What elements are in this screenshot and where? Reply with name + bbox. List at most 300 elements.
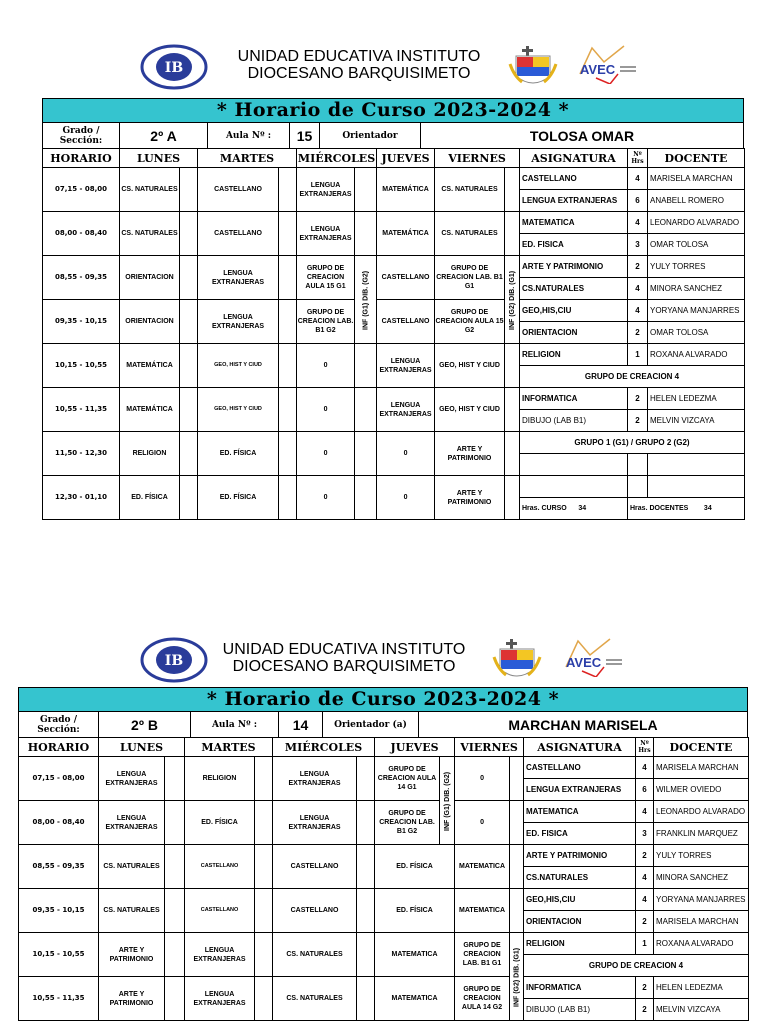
timetable (42, 148, 520, 520)
subject-name: ED. FISICA (524, 823, 636, 845)
grupo-hrs: 2 (636, 977, 654, 999)
jueves-cell: MATEMÁTICA (377, 212, 435, 256)
svg-text:AVEC: AVEC (566, 655, 602, 670)
period-row (43, 300, 520, 344)
subject-row (520, 256, 745, 278)
viernes-cell: ARTE Y PATRIMONIO (435, 476, 505, 520)
header-hrs: Nº Hrs (628, 149, 648, 168)
subject-row (524, 911, 749, 933)
hour-cell: 12,30 - 01,10 (43, 476, 120, 520)
svg-text:AVEC: AVEC (580, 62, 616, 77)
jueves-cell: MATEMATICA (375, 977, 455, 1021)
group-split-label: INF (G2) DIB. (G1) (505, 256, 520, 344)
grupo-note: GRUPO 1 (G1) / GRUPO 2 (G2) (520, 432, 745, 454)
subject-teacher: YORYANA MANJARRES (648, 300, 745, 322)
grado-label: Grado / Sección: (43, 123, 120, 148)
period-row (43, 476, 520, 520)
subject-name: CS.NATURALES (524, 867, 636, 889)
hrs-curso (520, 498, 628, 520)
header-asignatura: ASIGNATURA (520, 149, 628, 168)
group-split-label: INF (G1) DIB. (G2) (355, 256, 377, 344)
viernes-cell: GEO, HIST Y CIUD (435, 388, 505, 432)
subject-teacher: ANABELL ROMERO (648, 190, 745, 212)
header-miercoles: MIÉRCOLES (273, 738, 375, 757)
group-split-label: INF (G2) DIB. (G1) (510, 933, 524, 1021)
subject-name: RELIGION (524, 933, 636, 955)
subject-hrs: 4 (628, 300, 648, 322)
subject-row (520, 234, 745, 256)
martes-cell: CASTELLANO (198, 168, 279, 212)
martes-cell: ED. FÍSICA (198, 432, 279, 476)
schedule-frame (18, 687, 748, 1027)
subject-name: CS.NATURALES (520, 278, 628, 300)
grupo-teacher: HELEN LEDEZMA (654, 977, 749, 999)
subject-hrs: 3 (636, 823, 654, 845)
spacer-cell (357, 889, 375, 933)
subject-hrs: 4 (628, 212, 648, 234)
martes-cell: GEO, HIST Y CIUD (198, 388, 279, 432)
jueves-cell: MATEMÁTICA (377, 168, 435, 212)
subject-row (520, 344, 745, 366)
spacer-cell (165, 933, 185, 977)
viernes-cell: MATEMATICA (455, 845, 510, 889)
spacer-cell (279, 212, 297, 256)
period-row (19, 757, 524, 801)
miercoles-cell: 0 (297, 476, 355, 520)
miercoles-cell: 0 (297, 432, 355, 476)
subject-row (520, 278, 745, 300)
spacer-cell (505, 344, 520, 388)
header-lunes: LUNES (120, 149, 198, 168)
martes-cell: LENGUA EXTRANJERAS (185, 977, 255, 1021)
lunes-cell: MATEMÁTICA (120, 388, 180, 432)
subject-hrs: 4 (636, 867, 654, 889)
subject-name: GEO,HIS,CIU (520, 300, 628, 322)
spacer-cell (255, 801, 273, 845)
school-name-line2: DIOCESANO BARQUISIMETO (247, 65, 471, 82)
grupo-row (524, 999, 749, 1021)
aula-label: Aula Nº : (208, 123, 290, 148)
header-docente: DOCENTE (654, 738, 749, 757)
spacer-cell (180, 168, 198, 212)
grupo-subject: DIBUJO (LAB B1) (524, 999, 636, 1021)
subject-row (524, 933, 749, 955)
aula-value: 15 (290, 123, 320, 148)
subject-teacher: LEONARDO ALVARADO (648, 212, 745, 234)
subject-teacher: MARISELA MARCHAN (654, 757, 749, 779)
subject-teacher: WILMER OVIEDO (654, 779, 749, 801)
subject-teacher: ROXANA ALVARADO (648, 344, 745, 366)
jueves-cell: 0 (377, 476, 435, 520)
spacer-cell (180, 344, 198, 388)
school-name-line1: UNIDAD EDUCATIVA INSTITUTO (237, 48, 481, 65)
viernes-cell: CS. NATURALES (435, 168, 505, 212)
spacer-cell (505, 168, 520, 212)
grupo-teacher: MELVIN VIZCAYA (654, 999, 749, 1021)
jueves-cell: GRUPO DE CREACION AULA 14 G1 (375, 757, 440, 801)
subject-hrs: 4 (628, 168, 648, 190)
lunes-cell: CS. NATURALES (120, 212, 180, 256)
spacer-cell (279, 256, 297, 300)
subjects-table (519, 148, 745, 520)
lunes-cell: RELIGION (120, 432, 180, 476)
blank-row (520, 476, 745, 498)
viernes-cell: GRUPO DE CREACION LAB. B1 G1 (455, 933, 510, 977)
lunes-cell: MATEMÁTICA (120, 344, 180, 388)
header-horario: HORARIO (19, 738, 99, 757)
aula-label: Aula Nº : (191, 712, 279, 737)
jueves-cell: 0 (377, 432, 435, 476)
subject-hrs: 2 (628, 322, 648, 344)
header-martes: MARTES (185, 738, 273, 757)
jueves-cell: ED. FÍSICA (375, 845, 455, 889)
grupo-hrs: 2 (636, 999, 654, 1021)
subject-row (520, 212, 745, 234)
viernes-cell: GRUPO DE CREACION LAB. B1 G1 (435, 256, 505, 300)
subject-name: ED. FISICA (520, 234, 628, 256)
tables-area (42, 148, 744, 524)
viernes-cell: GEO, HIST Y CIUD (435, 344, 505, 388)
martes-cell: LENGUA EXTRANJERAS (198, 256, 279, 300)
hour-cell: 08,00 - 08,40 (19, 801, 99, 845)
schedule-frame (42, 98, 744, 524)
spacer-cell (165, 889, 185, 933)
miercoles-cell: CS. NATURALES (273, 977, 357, 1021)
spacer-cell (180, 300, 198, 344)
viernes-cell: 0 (455, 801, 510, 845)
jueves-cell: GRUPO DE CREACION LAB. B1 G2 (375, 801, 440, 845)
period-row (43, 168, 520, 212)
spacer-cell (165, 801, 185, 845)
subject-name: GEO,HIS,CIU (524, 889, 636, 911)
martes-cell: GEO, HIST Y CIUD (198, 344, 279, 388)
grupo-subject: DIBUJO (LAB B1) (520, 410, 628, 432)
spacer-cell (165, 977, 185, 1021)
period-row (19, 933, 524, 977)
viernes-cell: ARTE Y PATRIMONIO (435, 432, 505, 476)
lunes-cell: CS. NATURALES (99, 889, 165, 933)
blank-row (520, 454, 745, 476)
subject-name: ORIENTACION (524, 911, 636, 933)
subject-hrs: 2 (636, 845, 654, 867)
miercoles-cell: CASTELLANO (273, 889, 357, 933)
grupo-subject: INFORMATICA (520, 388, 628, 410)
subject-hrs: 2 (628, 256, 648, 278)
jueves-cell: MATEMATICA (375, 933, 455, 977)
grupo-title: GRUPO DE CREACION 4 (520, 366, 745, 388)
subject-teacher: MARISELA MARCHAN (648, 168, 745, 190)
subject-teacher: MINORA SANCHEZ (648, 278, 745, 300)
miercoles-cell: GRUPO DE CREACION LAB. B1 G2 (297, 300, 355, 344)
header-jueves: JUEVES (375, 738, 455, 757)
viernes-cell: CS. NATURALES (435, 212, 505, 256)
miercoles-cell: LENGUA EXTRANJERAS (273, 801, 357, 845)
miercoles-cell: CS. NATURALES (273, 933, 357, 977)
martes-cell: CASTELLANO (185, 889, 255, 933)
schedule-title: * Horario de Curso 2023-2024 * (18, 687, 748, 711)
spacer-cell (510, 845, 524, 889)
grupo-hrs: 2 (628, 410, 648, 432)
hour-cell: 11,50 - 12,30 (43, 432, 120, 476)
period-row (43, 344, 520, 388)
period-row (19, 977, 524, 1021)
spacer-cell (255, 845, 273, 889)
subject-row (524, 867, 749, 889)
jueves-cell: LENGUA EXTRANJERAS (377, 388, 435, 432)
spacer-cell (165, 757, 185, 801)
spacer-cell (279, 300, 297, 344)
header-miercoles: MIÉRCOLES (297, 149, 377, 168)
period-row (43, 256, 520, 300)
viernes-cell: 0 (455, 757, 510, 801)
subject-row (524, 757, 749, 779)
spacer-cell (255, 977, 273, 1021)
spacer-cell (505, 212, 520, 256)
subject-teacher: YULY TORRES (654, 845, 749, 867)
spacer-cell (505, 476, 520, 520)
martes-cell: ED. FÍSICA (198, 476, 279, 520)
miercoles-cell: 0 (297, 388, 355, 432)
spacer-cell (279, 388, 297, 432)
subject-teacher: YULY TORRES (648, 256, 745, 278)
martes-cell: RELIGION (185, 757, 255, 801)
spacer-cell (255, 889, 273, 933)
spacer-cell (357, 933, 375, 977)
svg-text:IB: IB (164, 653, 184, 669)
subject-hrs: 4 (636, 801, 654, 823)
header-horario: HORARIO (43, 149, 120, 168)
spacer-cell (357, 977, 375, 1021)
hrs-curso-label: Hras. CURSO (522, 505, 567, 512)
subject-row (524, 801, 749, 823)
spacer-cell (279, 432, 297, 476)
miercoles-cell: LENGUA EXTRANJERAS (297, 212, 355, 256)
miercoles-cell: 0 (297, 344, 355, 388)
martes-cell: CASTELLANO (185, 845, 255, 889)
school-name (200, 48, 518, 82)
subject-row (524, 779, 749, 801)
subject-name: LENGUA EXTRANJERAS (524, 779, 636, 801)
schedule-2b (0, 633, 768, 1014)
grupo-teacher: HELEN LEDEZMA (648, 388, 745, 410)
spacer-cell (357, 845, 375, 889)
spacer-cell (357, 801, 375, 845)
spacer-cell (180, 212, 198, 256)
hour-cell: 08,55 - 09,35 (43, 256, 120, 300)
grado-label: Grado / Sección: (19, 712, 99, 737)
hour-cell: 10,55 - 11,35 (43, 388, 120, 432)
lunes-cell: LENGUA EXTRANJERAS (99, 801, 165, 845)
miercoles-cell: LENGUA EXTRANJERAS (297, 168, 355, 212)
miercoles-cell: LENGUA EXTRANJERAS (273, 757, 357, 801)
subject-hrs: 6 (636, 779, 654, 801)
spacer-cell (355, 432, 377, 476)
spacer-cell (510, 757, 524, 801)
martes-cell: LENGUA EXTRANJERAS (198, 300, 279, 344)
spacer-cell (279, 344, 297, 388)
subject-name: LENGUA EXTRANJERAS (520, 190, 628, 212)
spacer-cell (180, 432, 198, 476)
subject-hrs: 6 (628, 190, 648, 212)
spacer-cell (355, 168, 377, 212)
lunes-cell: LENGUA EXTRANJERAS (99, 757, 165, 801)
hour-cell: 09,35 - 10,15 (19, 889, 99, 933)
period-row (43, 432, 520, 476)
tables-area (18, 737, 748, 1027)
subject-name: ORIENTACION (520, 322, 628, 344)
grupo-title: GRUPO DE CREACION 4 (524, 955, 749, 977)
spacer-cell (279, 168, 297, 212)
lunes-cell: ORIENTACION (120, 256, 180, 300)
period-row (19, 845, 524, 889)
spacer-cell (255, 757, 273, 801)
header-docente: DOCENTE (648, 149, 745, 168)
spacer-cell (255, 933, 273, 977)
spacer-cell (355, 344, 377, 388)
subject-name: MATEMATICA (524, 801, 636, 823)
spacer-cell (505, 432, 520, 476)
jueves-cell: ED. FÍSICA (375, 889, 455, 933)
martes-cell: LENGUA EXTRANJERAS (185, 933, 255, 977)
grupo-row (520, 410, 745, 432)
subject-teacher: FRANKLIN MARQUEZ (654, 823, 749, 845)
grupo-row (520, 388, 745, 410)
subject-hrs: 1 (636, 933, 654, 955)
grado-value: 2º B (99, 712, 191, 737)
spacer-cell (510, 889, 524, 933)
jueves-cell: LENGUA EXTRANJERAS (377, 344, 435, 388)
grupo-subject: INFORMATICA (524, 977, 636, 999)
spacer-cell (355, 476, 377, 520)
school-name (185, 641, 503, 675)
jueves-cell: CASTELLANO (377, 256, 435, 300)
subject-name: CASTELLANO (520, 168, 628, 190)
subject-hrs: 4 (636, 889, 654, 911)
schedule-title: * Horario de Curso 2023-2024 * (42, 98, 744, 122)
header-viernes: VIERNES (435, 149, 520, 168)
subject-hrs: 1 (628, 344, 648, 366)
course-info-row (42, 122, 744, 148)
header-viernes: VIERNES (455, 738, 524, 757)
hour-cell: 08,00 - 08,40 (43, 212, 120, 256)
hour-cell: 10,55 - 11,35 (19, 977, 99, 1021)
hrs-curso-value: 34 (578, 505, 587, 512)
lunes-cell: CS. NATURALES (120, 168, 180, 212)
lunes-cell: ARTE Y PATRIMONIO (99, 977, 165, 1021)
subject-row (524, 889, 749, 911)
orientador-value: MARCHAN MARISELA (508, 716, 658, 733)
header-lunes: LUNES (99, 738, 185, 757)
orientador-label: Orientador (a) (323, 712, 419, 737)
school-logo-icon (140, 44, 208, 90)
avec-logo-icon (552, 637, 634, 677)
group-split-label: INF (G1) DIB. (G2) (440, 757, 455, 845)
grupo-teacher: MELVIN VIZCAYA (648, 410, 745, 432)
subject-teacher: MINORA SANCHEZ (654, 867, 749, 889)
martes-cell: ED. FÍSICA (185, 801, 255, 845)
header-asignatura: ASIGNATURA (524, 738, 636, 757)
subject-row (524, 823, 749, 845)
subject-teacher: OMAR TOLOSA (648, 234, 745, 256)
subject-name: RELIGION (520, 344, 628, 366)
spacer-cell (180, 476, 198, 520)
subject-hrs: 4 (636, 757, 654, 779)
lunes-cell: ORIENTACION (120, 300, 180, 344)
spacer-cell (279, 476, 297, 520)
martes-cell: CASTELLANO (198, 212, 279, 256)
jueves-cell: CASTELLANO (377, 300, 435, 344)
aula-value: 14 (279, 712, 323, 737)
subject-teacher: YORYANA MANJARRES (654, 889, 749, 911)
hour-cell: 10,15 - 10,55 (19, 933, 99, 977)
lunes-cell: CS. NATURALES (99, 845, 165, 889)
orientador-value: TOLOSA OMAR (529, 127, 635, 144)
subject-name: ARTE Y PATRIMONIO (520, 256, 628, 278)
hour-cell: 08,55 - 09,35 (19, 845, 99, 889)
subject-row (520, 322, 745, 344)
subject-row (520, 190, 745, 212)
hour-cell: 07,15 - 08,00 (19, 757, 99, 801)
spacer-cell (355, 388, 377, 432)
school-name-line2: DIOCESANO BARQUISIMETO (232, 658, 456, 675)
hour-cell: 09,35 - 10,15 (43, 300, 120, 344)
crest-icon (492, 639, 542, 683)
subject-row (520, 300, 745, 322)
miercoles-cell: GRUPO DE CREACION AULA 15 G1 (297, 256, 355, 300)
spacer-cell (355, 212, 377, 256)
subject-hrs: 3 (628, 234, 648, 256)
avec-logo-icon (566, 44, 648, 84)
totals-row (520, 498, 745, 520)
grado-value: 2º A (120, 123, 208, 148)
header-martes: MARTES (198, 149, 297, 168)
subject-hrs: 4 (628, 278, 648, 300)
viernes-cell: MATEMATICA (455, 889, 510, 933)
subject-row (524, 845, 749, 867)
miercoles-cell: CASTELLANO (273, 845, 357, 889)
period-row (43, 212, 520, 256)
spacer-cell (510, 801, 524, 845)
subject-teacher: ROXANA ALVARADO (654, 933, 749, 955)
spacer-cell (180, 256, 198, 300)
subject-name: ARTE Y PATRIMONIO (524, 845, 636, 867)
hrs-docentes-label: Hras. DOCENTES (630, 505, 689, 512)
viernes-cell: GRUPO DE CREACION AULA 14 G2 (455, 977, 510, 1021)
lunes-cell: ED. FÍSICA (120, 476, 180, 520)
orientador-label: Orientador (320, 123, 421, 148)
viernes-cell: GRUPO DE CREACION AULA 15 G2 (435, 300, 505, 344)
schedule-2a (0, 40, 768, 512)
header-hrs: Nº Hrs (636, 738, 654, 757)
spacer-cell (357, 757, 375, 801)
spacer-cell (165, 845, 185, 889)
svg-text:IB: IB (164, 60, 184, 76)
subject-teacher: LEONARDO ALVARADO (654, 801, 749, 823)
spacer-cell (505, 388, 520, 432)
hour-cell: 07,15 - 08,00 (43, 168, 120, 212)
period-row (19, 889, 524, 933)
subject-hrs: 2 (636, 911, 654, 933)
subject-teacher: MARISELA MARCHAN (654, 911, 749, 933)
grupo-hrs: 2 (628, 388, 648, 410)
subject-name: MATEMATICA (520, 212, 628, 234)
hrs-docentes (628, 498, 745, 520)
course-info-row (18, 711, 748, 737)
hour-cell: 10,15 - 10,55 (43, 344, 120, 388)
subject-teacher: OMAR TOLOSA (648, 322, 745, 344)
subject-name: CASTELLANO (524, 757, 636, 779)
period-row (43, 388, 520, 432)
